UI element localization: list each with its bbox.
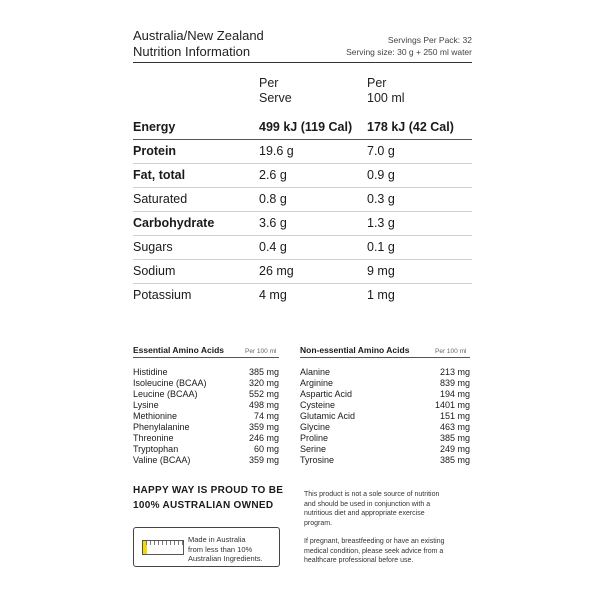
nutrient-label: Sugars	[133, 240, 173, 254]
nutrient-row-fat-total	[133, 163, 472, 188]
disclaimer-line: nutritious diet and appropriate exercise	[304, 510, 425, 517]
nonessential-amino-name: Tyrosine	[300, 455, 335, 465]
essential-amino-name: Valine (BCAA)	[133, 455, 191, 465]
nutrient-label: Protein	[133, 144, 177, 158]
panel-title	[133, 28, 264, 60]
column-header-per-100ml-line2: 100 ml	[367, 91, 405, 105]
nonessential-amino-name: Glycine	[300, 422, 331, 432]
nonessential-amino-divider	[300, 357, 470, 358]
medical-note-line: If pregnant, breastfeeding or have an existing	[304, 538, 445, 545]
nonessential-amino-value: 213 mg	[439, 367, 470, 377]
essential-amino-value: 320 mg	[248, 378, 279, 388]
nonessential-amino-name: Alanine	[300, 367, 331, 377]
essential-amino-name: Phenylalanine	[133, 422, 190, 432]
nutrient-row-sodium	[133, 259, 472, 284]
essential-amino-unit: Per 100 ml	[245, 348, 277, 355]
essential-amino-divider	[133, 357, 279, 358]
nutrient-per-100ml: 1.3 g	[367, 216, 395, 230]
essential-amino-name: Histidine	[133, 367, 168, 377]
essential-amino-value: 60 mg	[253, 444, 279, 454]
nutrient-per-100ml: 7.0 g	[367, 144, 395, 158]
nonessential-amino-unit: Per 100 ml	[435, 348, 467, 355]
essential-amino-name: Leucine (BCAA)	[133, 389, 198, 399]
proud-line-2: 100% AUSTRALIAN OWNED	[133, 500, 274, 511]
disclaimer-line: This product is not a sole source of nutrition	[304, 491, 440, 498]
proud-line-1: HAPPY WAY IS PROUD TO BE	[133, 485, 284, 496]
medical-advice-note	[304, 537, 476, 566]
nutrient-per-serve: 0.4 g	[259, 240, 287, 254]
essential-amino-value: 385 mg	[248, 367, 279, 377]
essential-amino-name: Tryptophan	[133, 444, 179, 454]
nutrient-per-serve: 19.6 g	[259, 144, 294, 158]
gauge-ticks	[143, 541, 183, 554]
badge-line-2: from less than 10%	[188, 544, 253, 554]
nutrient-per-100ml: 178 kJ (42 Cal)	[367, 120, 454, 134]
header-divider	[133, 62, 472, 63]
column-header-per-100ml	[367, 76, 405, 106]
essential-amino-value: 552 mg	[248, 389, 279, 399]
nonessential-amino-name: Aspartic Acid	[300, 389, 353, 399]
nonessential-amino-value: 249 mg	[439, 444, 470, 454]
nonessential-amino-value: 463 mg	[439, 422, 470, 432]
nonessential-amino-value: 151 mg	[439, 411, 470, 421]
nonessential-amino-value: 194 mg	[439, 389, 470, 399]
nutrient-per-100ml: 0.3 g	[367, 192, 395, 206]
nutrient-per-serve: 4 mg	[259, 288, 287, 302]
nonessential-amino-name: Cysteine	[300, 400, 336, 410]
essential-amino-name: Threonine	[133, 433, 174, 443]
essential-amino-value: 246 mg	[248, 433, 279, 443]
nonessential-amino-name: Proline	[300, 433, 329, 443]
disclaimer-line: and should be used in conjunction with a	[304, 500, 431, 508]
nonessential-amino-name: Arginine	[300, 378, 334, 388]
essential-amino-name: Lysine	[133, 400, 159, 410]
nutrition-disclaimer	[304, 490, 476, 528]
nutrient-row-potassium	[133, 283, 472, 307]
nutrient-label: Carbohydrate	[133, 216, 215, 230]
nutrient-per-serve: 26 mg	[259, 264, 294, 278]
nutrient-row-protein	[133, 139, 472, 164]
nonessential-amino-value: 385 mg	[439, 455, 470, 465]
title-line-1: Australia/New Zealand	[133, 28, 264, 43]
medical-note-line: medical condition, please seek advice from a	[304, 547, 444, 555]
medical-note-line: healthcare professional before use.	[304, 557, 414, 564]
badge-text	[188, 535, 263, 564]
column-header-per-serve-line1: Per	[259, 76, 279, 90]
disclaimer-line: program.	[304, 519, 333, 527]
nutrient-label: Sodium	[133, 264, 176, 278]
nutrient-row-saturated	[133, 187, 472, 212]
nutrient-per-100ml: 9 mg	[367, 264, 395, 278]
nutrient-per-serve: 3.6 g	[259, 216, 287, 230]
essential-amino-name: Isoleucine (BCAA)	[133, 378, 207, 388]
nutrient-label: Saturated	[133, 192, 188, 206]
nutrient-label: Energy	[133, 120, 176, 134]
nutrient-row-energy	[133, 115, 472, 140]
badge-line-3: Australian Ingredients.	[188, 554, 263, 563]
nutrient-per-100ml: 0.9 g	[367, 168, 395, 182]
essential-amino-value: 74 mg	[253, 411, 279, 421]
nutrient-per-serve: 2.6 g	[259, 168, 287, 182]
nonessential-amino-value: 839 mg	[439, 378, 470, 388]
serving-size: Serving size: 30 g + 250 ml water	[346, 47, 472, 57]
australian-owned-statement	[133, 483, 283, 513]
column-header-per-serve-line2: Serve	[259, 91, 292, 105]
nonessential-amino-value: 385 mg	[439, 433, 470, 443]
servings-per-pack: Servings Per Pack: 32	[387, 35, 472, 45]
title-line-2: Nutrition Information	[133, 44, 251, 59]
essential-amino-value: 498 mg	[248, 400, 279, 410]
nutrient-label: Fat, total	[133, 168, 186, 182]
essential-amino-title: Essential Amino Acids	[133, 345, 225, 355]
badge-line-1: Made in Australia	[188, 535, 246, 544]
nutrient-row-sugars	[133, 235, 472, 260]
nutrient-per-serve: 0.8 g	[259, 192, 287, 206]
column-header-per-100ml-line1: Per	[367, 76, 387, 90]
nutrient-per-serve: 499 kJ (119 Cal)	[259, 120, 353, 134]
nonessential-amino-name: Glutamic Acid	[300, 411, 356, 421]
nutrient-per-100ml: 0.1 g	[367, 240, 395, 254]
nutrient-label: Potassium	[133, 288, 192, 302]
essential-amino-name: Methionine	[133, 411, 178, 421]
essential-amino-value: 359 mg	[248, 422, 279, 432]
nonessential-amino-name: Serine	[300, 444, 327, 454]
country-of-origin-badge	[133, 527, 280, 567]
nonessential-amino-title: Non-essential Amino Acids	[300, 345, 410, 355]
nutrient-row-carbohydrate	[133, 211, 472, 236]
nonessential-amino-value: 1401 mg	[434, 400, 470, 410]
essential-amino-value: 359 mg	[248, 455, 279, 465]
nutrient-per-100ml: 1 mg	[367, 288, 395, 302]
australian-ingredients-gauge-icon	[142, 540, 184, 555]
column-header-per-serve	[259, 76, 292, 106]
serving-info	[346, 34, 472, 58]
